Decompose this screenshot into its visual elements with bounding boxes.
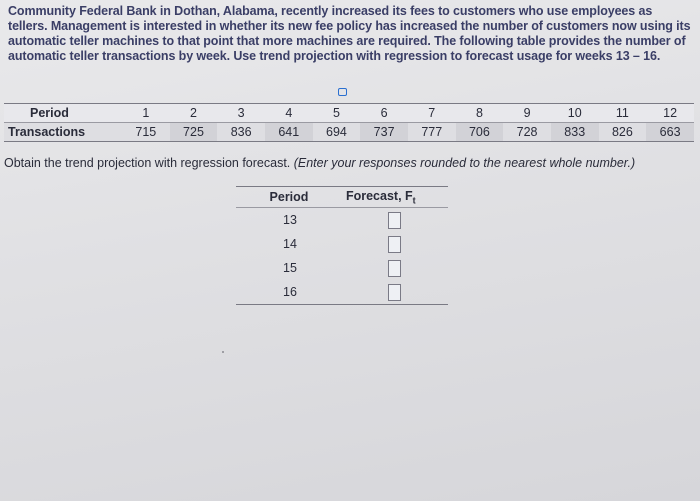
forecast-row <box>236 232 448 256</box>
period-cell: 4 <box>265 104 313 123</box>
period-row <box>4 104 694 123</box>
transactions-cell: 706 <box>456 123 504 142</box>
transactions-cell: 728 <box>503 123 551 142</box>
instruction-note: (Enter your responses rounded to the nearest whole number.) <box>293 156 636 170</box>
transactions-cell: 737 <box>360 123 408 142</box>
transactions-row <box>4 123 694 142</box>
cursor-dot <box>222 351 224 353</box>
forecast-period: 13 <box>283 213 297 227</box>
period-cell: 2 <box>170 104 218 123</box>
period-column-header: Period <box>269 190 309 204</box>
period-cell: 5 <box>313 104 361 123</box>
forecast-period: 16 <box>283 285 297 299</box>
period-cell: 1 <box>122 104 170 123</box>
instruction-text <box>4 156 635 170</box>
period-cell: 10 <box>551 104 599 123</box>
period-cell: 3 <box>217 104 265 123</box>
period-cell: 8 <box>456 104 504 123</box>
period-cell: 9 <box>503 104 551 123</box>
forecast-table <box>236 186 448 305</box>
forecast-row <box>236 256 448 280</box>
transactions-cell: 663 <box>646 123 694 142</box>
forecast-period: 15 <box>283 261 297 275</box>
forecast-cell <box>344 280 448 304</box>
forecast-input-16[interactable] <box>388 284 401 301</box>
transactions-cell: 641 <box>265 123 313 142</box>
transactions-cell: 833 <box>551 123 599 142</box>
transactions-cell: 777 <box>408 123 456 142</box>
instruction-lead: Obtain the trend projection with regression forecast. <box>4 156 294 170</box>
transactions-table <box>4 103 694 142</box>
forecast-row <box>236 280 448 304</box>
period-cell: 7 <box>408 104 456 123</box>
transactions-cell: 694 <box>313 123 361 142</box>
forecast-cell <box>344 232 448 256</box>
problem-statement: Community Federal Bank in Dothan, Alabama, recently increased its fees to customers who use employees as tellers. Management is interested in whether its new fee policy has increased the number of customers now using its automatic teller machines to that point that more machines are required. The following table provides the number of automatic teller transactions by week. Use trend projection with regression to forecast usage for weeks 13 – 16. <box>8 4 691 63</box>
period-row-label: Period <box>4 104 122 123</box>
copy-data-icon[interactable] <box>338 88 347 96</box>
forecast-table-header <box>236 187 448 208</box>
forecast-cell <box>344 208 448 232</box>
forecast-row <box>236 208 448 232</box>
forecast-column-header <box>342 189 448 206</box>
period-cell: 12 <box>646 104 694 123</box>
period-cell: 11 <box>599 104 647 123</box>
period-cell: 6 <box>360 104 408 123</box>
forecast-cell <box>344 256 448 280</box>
forecast-input-14[interactable] <box>388 236 401 253</box>
forecast-period: 14 <box>283 237 297 251</box>
transactions-row-label: Transactions <box>4 123 122 142</box>
transactions-cell: 715 <box>122 123 170 142</box>
forecast-input-13[interactable] <box>388 212 401 229</box>
transactions-cell: 826 <box>599 123 647 142</box>
forecast-header-subscript: t <box>412 195 416 206</box>
transactions-cell: 836 <box>217 123 265 142</box>
transactions-cell: 725 <box>170 123 218 142</box>
forecast-header-label: Forecast, F <box>345 188 413 203</box>
forecast-input-15[interactable] <box>388 260 401 277</box>
